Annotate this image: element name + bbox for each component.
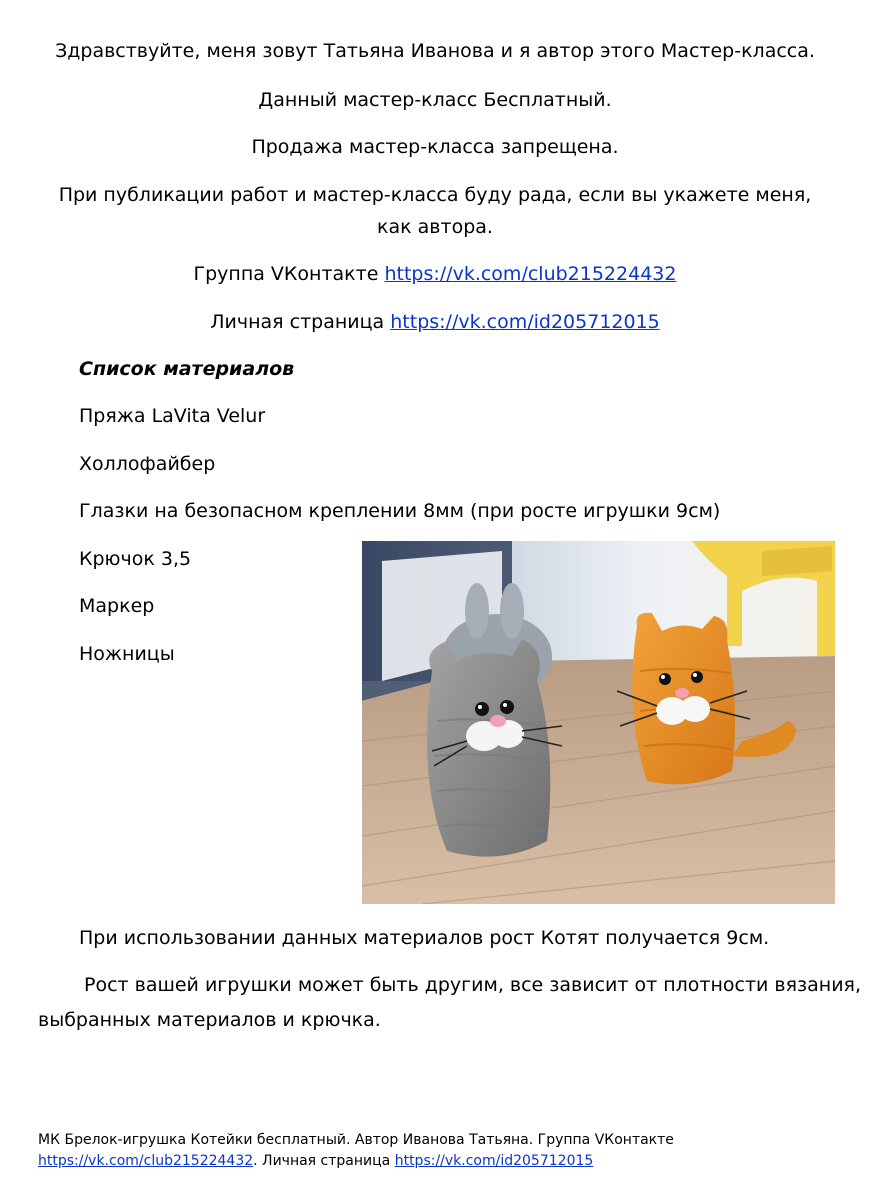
variation-note-line-2: выбранных материалов и крючка. bbox=[38, 1009, 381, 1031]
greeting-text: Здравствуйте, меня зовут Татьяна Иванова и я автор этого Мастер-класса. bbox=[55, 40, 815, 62]
material-item: Крючок 3,5 bbox=[79, 548, 192, 570]
variation-note-line-1: Рост вашей игрушки может быть другим, все зависит от плотности вязания, bbox=[84, 974, 862, 996]
material-item: Холлофайбер bbox=[79, 453, 216, 475]
vk-group-label: Группа VКонтакте bbox=[193, 263, 379, 285]
footer-line-1: МК Брелок-игрушка Котейки бесплатный. Автор Иванова Татьяна. Группа VКонтакте bbox=[38, 1132, 674, 1148]
page-footer bbox=[38, 1130, 838, 1172]
footer-personal-label: . Личная страница bbox=[253, 1153, 391, 1169]
personal-page-line bbox=[40, 306, 830, 339]
material-item: Пряжа LaVita Velur bbox=[79, 405, 266, 427]
materials-heading: Список материалов bbox=[79, 358, 295, 380]
attribution-line-2: как автора. bbox=[377, 216, 493, 238]
personal-page-link[interactable]: https://vk.com/id205712015 bbox=[390, 311, 660, 333]
free-notice: Данный мастер-класс Бесплатный. bbox=[258, 89, 612, 111]
vk-group-line bbox=[40, 258, 830, 291]
footer-group-link[interactable]: https://vk.com/club215224432 bbox=[38, 1153, 254, 1169]
toy-cats-photo bbox=[362, 541, 835, 904]
material-item: Маркер bbox=[79, 595, 155, 617]
footer-personal-link[interactable]: https://vk.com/id205712015 bbox=[394, 1153, 594, 1169]
material-item: Ножницы bbox=[79, 643, 175, 665]
sale-notice: Продажа мастер-класса запрещена. bbox=[251, 136, 619, 158]
vk-group-link[interactable]: https://vk.com/club215224432 bbox=[384, 263, 677, 285]
height-note: При использовании данных материалов рост Котят получается 9см. bbox=[79, 927, 770, 949]
footer-line-2 bbox=[38, 1151, 838, 1172]
attribution-line-1: При публикации работ и мастер-класса буду рада, если вы укажете меня, bbox=[58, 184, 812, 206]
personal-page-label: Личная страница bbox=[210, 311, 385, 333]
material-item: Глазки на безопасном креплении 8мм (при росте игрушки 9см) bbox=[79, 500, 721, 522]
